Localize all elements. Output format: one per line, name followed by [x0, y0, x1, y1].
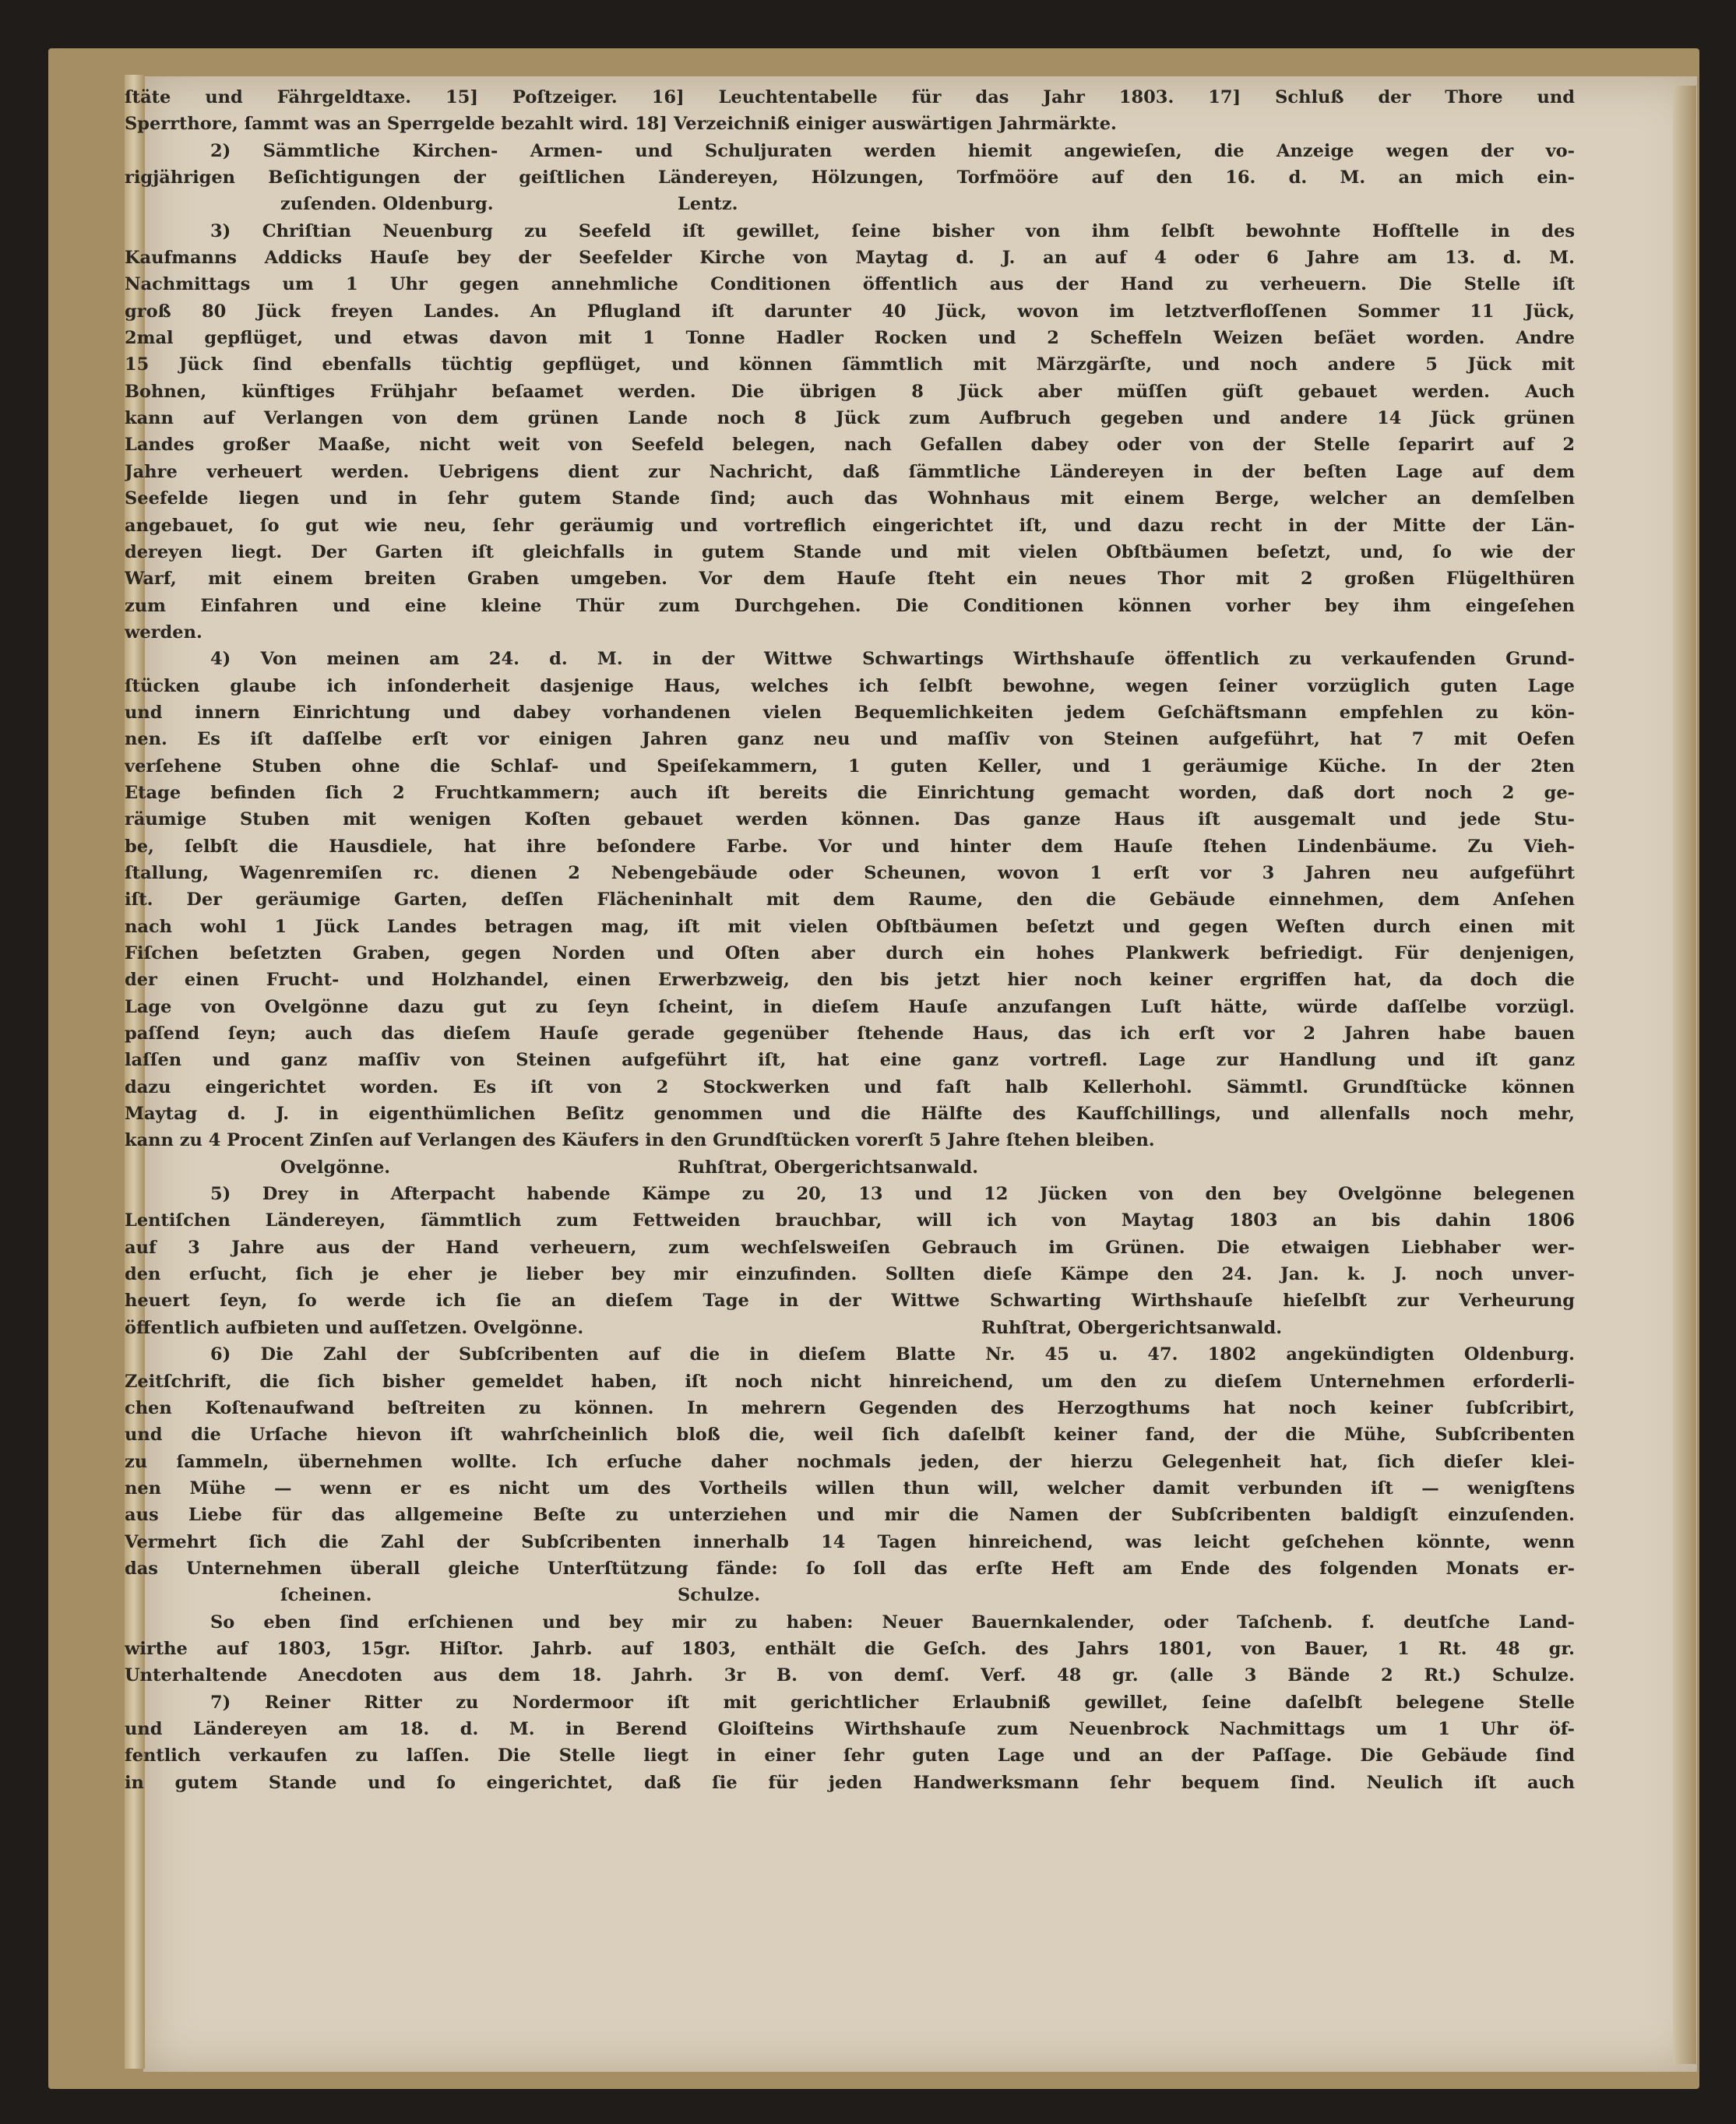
- text-line: kann zu 4 Procent Zinſen auf Verlangen des Käufers in den Grundſtücken vorerſt 5 Jahre ſtehen bleiben.: [125, 1130, 1155, 1151]
- text-line: der einen Frucht- und Holzhandel, einen Erwerbzweig, den bis jetzt hier noch keiner ergriffen hat, da doch die: [125, 970, 1575, 991]
- text-line: Kaufmanns Addicks Hauſe bey der Seefelder Kirche von Maytag d. J. an auf 4 oder 6 Jahre am 13. d. M.: [125, 248, 1575, 269]
- text-line: Bohnen, künftiges Frühjahr beſaamet werden. Die übrigen 8 Jück aber müſſen güſt gebauet werden. Auch: [125, 381, 1575, 402]
- signature: Schulze.: [678, 1585, 761, 1606]
- text-line: ſtücken glaube ich inſonderheit dasjenige Haus, welches ich ſelbſt bewohne, wegen ſeiner vorzüglich guten Lage: [125, 675, 1575, 696]
- text-line: chen Koſtenaufwand beſtreiten zu können. In mehrern Gegenden des Herzogthums hat noch keiner ſubſcribirt,: [125, 1397, 1575, 1418]
- text-line: zu ſammeln, übernehmen wollte. Ich erſuche daher nochmals jeden, der hierzu Gelegenheit hat, ſich dieſer klei-: [125, 1451, 1575, 1472]
- text-line: Unterhaltende Anecdoten aus dem 18. Jahrh. 3r B. von demſ. Verf. 48 gr. (alle 3 Bände 2 Rt.) Schulze.: [125, 1665, 1575, 1686]
- text-line: ſtäte und Fährgeldtaxe. 15] Poſtzeiger. 16] Leuchtentabelle für das Jahr 1803. 17] Schluß der Thore und: [125, 87, 1575, 107]
- text-line: und innern Einrichtung und dabey vorhandenen vielen Bequemlichkeiten jedem Geſchäftsmann empfehlen zu kön-: [125, 702, 1575, 723]
- text-line: Nachmittags um 1 Uhr gegen annehmliche Conditionen öffentlich aus der Hand zu verheuern. Die Stelle iſt: [125, 274, 1575, 295]
- text-line: [125, 1154, 1575, 1181]
- line-text: öffentlich aufbieten und auſſetzen. Ovelgönne.: [125, 1317, 584, 1338]
- text-line: in gutem Stande und ſo eingerichtet, daß ſie für jeden Handwerksmann ſehr bequem ſind. Neulich iſt auch: [125, 1772, 1575, 1793]
- text-line: So eben ſind erſchienen und bey mir zu haben: Neuer Bauernkalender, oder Taſchenb. f. deutſche Land-: [210, 1611, 1575, 1633]
- text-line: Etage befinden ſich 2 Fruchtkammern; auch iſt bereits die Einrichtung gemacht worden, daß dort noch 2 ge-: [125, 782, 1575, 803]
- signature: Ruhſtrat, Obergerichtsanwald.: [678, 1157, 979, 1178]
- text-line: wirthe auf 1803, 15gr. Hiſtor. Jahrb. auf 1803, enthält die Geſch. des Jahrs 1801, von Bauer, 1 Rt. 48 gr.: [125, 1638, 1575, 1659]
- text-line: werden.: [125, 622, 202, 643]
- text-line: zum Einfahren und eine kleine Thür zum Durchgehen. Die Conditionen können vorher bey ihm eingeſehen: [125, 595, 1575, 616]
- text-line: Sperrthore, ſammt was an Sperrgelde bezahlt wird. 18] Verzeichniß einiger auswärtigen Jahrmärkte.: [125, 114, 1117, 135]
- page-edge: [1673, 86, 1696, 2064]
- text-line: be, ſelbſt die Hausdiele, hat ihre beſondere Farbe. Vor und hinter dem Hauſe ſtehen Lindenbäume. Zu Vieh-: [125, 836, 1575, 857]
- text-line: Landes großer Maaße, nicht weit von Seefeld belegen, nach Gefallen dabey oder von der Stelle ſeparirt auf 2: [125, 435, 1575, 456]
- text-line: 15 Jück ſind ebenfalls tüchtig gepflüget, und können ſämmtlich mit Märzgärſte, und noch andere 5 Jück mit: [125, 354, 1575, 375]
- text-line: [125, 1315, 1575, 1341]
- text-line: 2) Sämmtliche Kirchen- Armen- und Schuljuraten werden hiemit angewieſen, die Anzeige wegen der vo-: [210, 140, 1575, 161]
- text-line: auf 3 Jahre aus der Hand verheuern, zum wechſelsweiſen Gebrauch im Grünen. Die etwaigen Liebhaber wer-: [125, 1237, 1575, 1258]
- text-line: 3) Chriſtian Neuenburg zu Seefeld iſt gewillet, ſeine bisher von ihm ſelbſt bewohnte Hofſtelle in des: [210, 220, 1575, 241]
- text-line: [125, 1582, 1575, 1608]
- line-text: zuſenden. Oldenburg.: [280, 194, 494, 215]
- signature: Lentz.: [678, 194, 738, 215]
- line-text: ſcheinen.: [280, 1585, 372, 1606]
- text-line: Lentiſchen Ländereyen, ſämmtlich zum Fettweiden brauchbar, will ich von Maytag 1803 an bis dahin 1806: [125, 1210, 1575, 1231]
- text-line: Seefelde liegen und in ſehr gutem Stande ſind; auch das Wohnhaus mit einem Berge, welcher an demſelben: [125, 488, 1575, 509]
- text-line: Zeitſchrift, die ſich bisher gemeldet haben, iſt noch nicht hinreichend, um den zu dieſem Unternehmen erforderli-: [125, 1371, 1575, 1392]
- text-line: angebauet, ſo gut wie neu, ſehr geräumig und vortreflich eingerichtet iſt, und dazu recht in der Mitte der Län-: [125, 515, 1575, 536]
- text-line: Fiſchen beſetzten Graben, gegen Norden und Oſten aber durch ein hohes Plankwerk befriedigt. Für denjenigen,: [125, 943, 1575, 963]
- text-line: Warf, mit einem breiten Graben umgeben. Vor dem Hauſe ſteht ein neues Thor mit 2 großen Flügelthüren: [125, 569, 1575, 590]
- page-text: [125, 84, 1575, 1796]
- text-line: 2mal gepflüget, und etwas davon mit 1 Tonne Hadler Rocken und 2 Scheffeln Weizen beſäet worden. Andre: [125, 328, 1575, 349]
- text-line: räumige Stuben mit wenigen Koſten gebauet werden können. Das ganze Haus iſt ausgemalt und jede Stu-: [125, 809, 1575, 830]
- text-line: 7) Reiner Ritter zu Nordermoor iſt mit gerichtlicher Erlaubniß gewillet, ſeine daſelbſt belegene Stelle: [210, 1692, 1575, 1713]
- text-line: iſt. Der geräumige Garten, deſſen Flächeninhalt mit dem Raume, den die Gebäude einnehmen, dem Anſehen: [125, 889, 1575, 911]
- text-line: nen Mühe — wenn er es nicht um des Vortheils willen thun will, welcher damit verbunden iſt — wenigſtens: [125, 1478, 1575, 1499]
- text-line: das Unternehmen überall gleiche Unterſtützung fände: ſo ſoll das erſte Heft am Ende des folgenden Monats er-: [125, 1558, 1575, 1579]
- text-line: groß 80 Jück freyen Landes. An Pflugland iſt darunter 40 Jück, wovon im letztverfloſſenen Sommer 11 Jück,: [125, 301, 1575, 322]
- text-line: ſtallung, Wagenremiſen rc. dienen 2 Nebengebäude oder Scheunen, wovon 1 erſt vor 3 Jahren neu aufgeführt: [125, 862, 1575, 883]
- text-line: Lage von Ovelgönne dazu gut zu ſeyn ſcheint, in dieſem Hauſe anzufangen Luſt hätte, würde daſſelbe vorzügl.: [125, 996, 1575, 1017]
- text-line: kann auf Verlangen von dem grünen Lande noch 8 Jück zum Aufbruch gegeben und andere 14 Jück grünen: [125, 408, 1575, 429]
- text-line: nach wohl 1 Jück Landes betragen mag, iſt mit vielen Obſtbäumen beſetzt und gegen Weſten durch einen mit: [125, 916, 1575, 937]
- text-line: Jahre verheuert werden. Uebrigens dient zur Nachricht, daß ſämmtliche Ländereyen in der beſten Lage auf dem: [125, 461, 1575, 482]
- text-line: paſſend ſeyn; auch das dieſem Hauſe gerade gegenüber ſtehende Haus, das ich erſt vor 2 Jahren habe bauen: [125, 1023, 1575, 1044]
- text-line: verſehene Stuben ohne die Schlaf- und Speiſekammern, 1 guten Keller, und 1 geräumige Küche. In der 2ten: [125, 756, 1575, 777]
- text-line: fentlich verkaufen zu laſſen. Die Stelle liegt in einer ſehr guten Lage und an der Paſſage. Die Gebäude ſind: [125, 1745, 1575, 1766]
- text-line: [125, 191, 1575, 217]
- text-line: aus Liebe für das allgemeine Beſte zu unterziehen und mir die Namen der Subſcribenten baldigſt einzuſenden.: [125, 1505, 1575, 1526]
- text-line: laſſen und ganz maſſiv von Steinen aufgeführt iſt, hat eine ganz vortrefl. Lage zur Handlung und iſt ganz: [125, 1050, 1575, 1071]
- line-text: Ovelgönne.: [280, 1157, 391, 1178]
- text-line: 6) Die Zahl der Subſcribenten auf die in dieſem Blatte Nr. 45 u. 47. 1802 angekündigten Oldenburg.: [210, 1344, 1575, 1365]
- signature: Ruhſtrat, Obergerichtsanwald.: [981, 1317, 1283, 1338]
- text-line: und Ländereyen am 18. d. M. in Berend Gloiſteins Wirthshauſe zum Neuenbrock Nachmittags um 1 Uhr öf-: [125, 1718, 1575, 1739]
- text-line: 4) Von meinen am 24. d. M. in der Wittwe Schwartings Wirthshauſe öffentlich zu verkaufenden Grund-: [210, 649, 1575, 670]
- text-line: dazu eingerichtet worden. Es iſt von 2 Stockwerken und faſt halb Kellerhohl. Sämmtl. Grundſtücke können: [125, 1076, 1575, 1097]
- text-line: 5) Drey in Afterpacht habende Kämpe zu 20, 13 und 12 Jücken von den bey Ovelgönne belegenen: [210, 1184, 1575, 1205]
- text-line: heuert ſeyn, ſo werde ich ſie an dieſem Tage in der Wittwe Schwarting Wirthshauſe hieſelbſt zur Verheurung: [125, 1291, 1575, 1312]
- text-line: nen. Es iſt daſſelbe erſt vor einigen Jahren ganz neu und maſſiv von Steinen aufgeführt, hat 7 mit Oefen: [125, 729, 1575, 750]
- text-line: rigjährigen Beſichtigungen der geiſtlichen Ländereyen, Hölzungen, Torfmööre auf den 16. d. M. an mich ein-: [125, 167, 1575, 188]
- text-line: den erſucht, ſich je eher je lieber bey mir einzufinden. Sollten dieſe Kämpe den 24. Jan. k. J. noch unver-: [125, 1264, 1575, 1285]
- text-line: dereyen liegt. Der Garten iſt gleichfalls in gutem Stande und mit vielen Obſtbäumen beſetzt, und, ſo wie der: [125, 541, 1575, 562]
- text-line: Vermehrt ſich die Zahl der Subſcribenten innerhalb 14 Tagen hinreichend, was leicht geſchehen könnte, wenn: [125, 1531, 1575, 1552]
- text-line: Maytag d. J. in eigenthümlichen Beſitz genommen und die Hälfte des Kaufſchillings, und allenfalls noch mehr,: [125, 1104, 1575, 1125]
- text-line: und die Urſache hievon iſt wahrſcheinlich bloß die, weil ſich daſelbſt keiner fand, der die Mühe, Subſcribenten: [125, 1425, 1575, 1446]
